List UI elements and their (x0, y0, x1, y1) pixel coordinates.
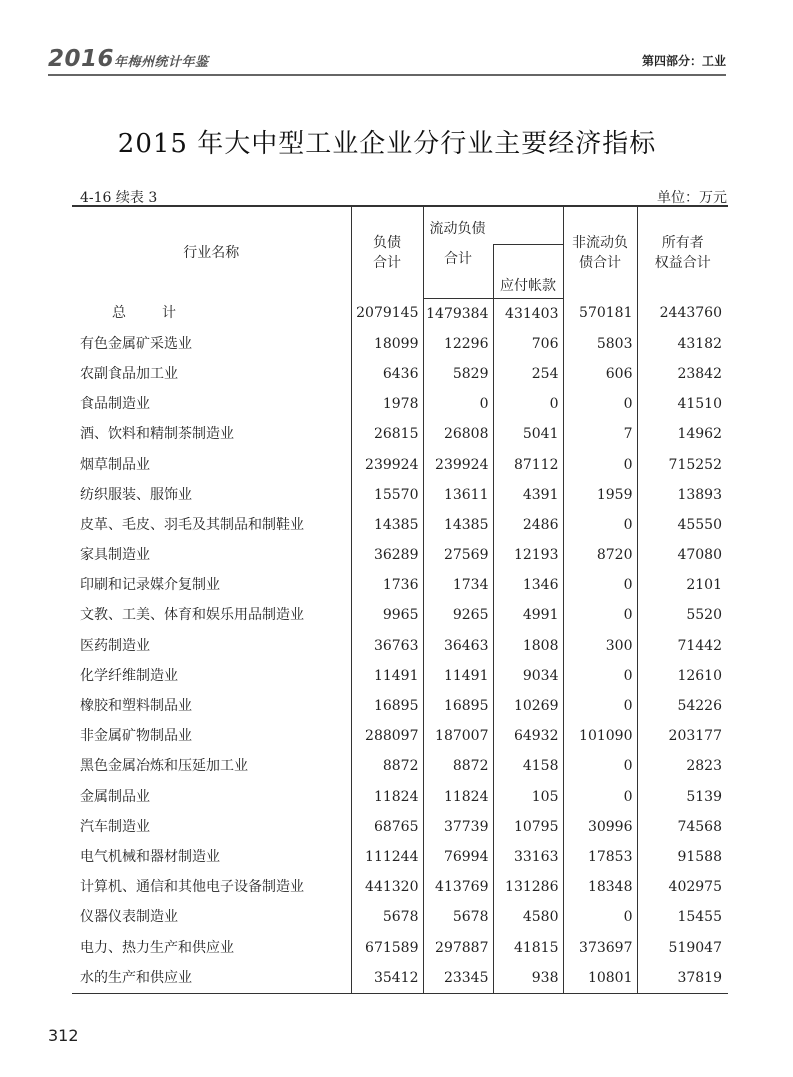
owners-equity-cell: 74568 (637, 812, 728, 842)
total-liabilities-cell: 26815 (351, 419, 423, 449)
current-liabilities-cell: 76994 (423, 842, 493, 872)
table-row (72, 902, 728, 932)
noncurrent-liabilities-cell: 101090 (563, 721, 637, 751)
total-liabilities-cell: 441320 (351, 872, 423, 902)
accounts-payable-cell: 2486 (493, 510, 563, 540)
owners-equity-cell: 37819 (637, 963, 728, 994)
accounts-payable-cell: 9034 (493, 661, 563, 691)
industry-name-cell: 化学纤维制造业 (80, 667, 178, 684)
table-row (72, 751, 728, 781)
total-liabilities-cell: 111244 (351, 842, 423, 872)
noncurrent-liabilities-cell: 606 (563, 359, 637, 389)
accounts-payable-cell: 1808 (493, 631, 563, 661)
industry-name-cell: 电力、热力生产和供应业 (80, 939, 234, 956)
total-row-label: 总 计 (112, 305, 176, 322)
table-row (72, 932, 728, 962)
noncurrent-liabilities-cell: 0 (563, 389, 637, 419)
owners-equity-cell: 15455 (637, 902, 728, 932)
owners-equity-cell: 519047 (637, 932, 728, 962)
accounts-payable-cell: 4580 (493, 902, 563, 932)
accounts-payable-cell: 33163 (493, 842, 563, 872)
current-liabilities-cell: 12296 (423, 329, 493, 359)
noncurrent-liabilities-cell: 300 (563, 631, 637, 661)
owners-equity-cell: 41510 (637, 389, 728, 419)
industry-name-cell: 黑色金属冶炼和压延加工业 (80, 758, 248, 775)
owners-equity-cell: 14962 (637, 419, 728, 449)
table-row (72, 721, 728, 751)
noncurrent-liabilities-cell: 8720 (563, 540, 637, 570)
total-liabilities-cell: 288097 (351, 721, 423, 751)
industry-name-cell: 金属制品业 (80, 788, 150, 805)
total-liabilities-cell: 11491 (351, 661, 423, 691)
owners-equity-cell: 402975 (637, 872, 728, 902)
current-liabilities-cell: 26808 (423, 419, 493, 449)
current-liabilities-cell: 5678 (423, 902, 493, 932)
owners-equity-cell: 45550 (637, 510, 728, 540)
current-liabilities-cell: 13611 (423, 480, 493, 510)
total-liabilities-cell: 239924 (351, 449, 423, 479)
current-liabilities-cell: 0 (423, 389, 493, 419)
total-liabilities-cell: 9965 (351, 600, 423, 630)
current-liabilities-cell: 187007 (423, 721, 493, 751)
current-liabilities-cell: 297887 (423, 932, 493, 962)
table-row (72, 449, 728, 479)
table-body (72, 298, 728, 993)
accounts-payable-cell: 4391 (493, 480, 563, 510)
unit-label: 单位：万元 (657, 190, 727, 206)
table-row (72, 782, 728, 812)
owners-equity-cell: 203177 (637, 721, 728, 751)
accounts-payable-cell: 105 (493, 782, 563, 812)
table-row (72, 963, 728, 994)
part-label: 第四部分：工业 (641, 54, 726, 68)
total-liabilities-cell: 35412 (351, 963, 423, 994)
total-liabilities-cell: 18099 (351, 329, 423, 359)
accounts-payable-cell: 10269 (493, 691, 563, 721)
table-row (72, 842, 728, 872)
current-liabilities-cell: 16895 (423, 691, 493, 721)
current-liabilities-cell: 14385 (423, 510, 493, 540)
current-liabilities-cell: 9265 (423, 600, 493, 630)
total-liabilities-cell: 1978 (351, 389, 423, 419)
noncurrent-liabilities-cell: 0 (563, 691, 637, 721)
accounts-payable-cell: 938 (493, 963, 563, 994)
yearbook-name: 年梅州统计年鉴 (114, 55, 209, 70)
noncurrent-liabilities-cell: 7 (563, 419, 637, 449)
table-row (72, 510, 728, 540)
accounts-payable-cell: 5041 (493, 419, 563, 449)
table-row (72, 631, 728, 661)
owners-equity-cell: 2101 (637, 570, 728, 600)
total-row (72, 298, 728, 329)
yearbook-year: 2016 (48, 46, 115, 72)
accounts-payable-cell: 12193 (493, 540, 563, 570)
accounts-payable-cell: 706 (493, 329, 563, 359)
industry-name-cell: 酒、饮料和精制茶制造业 (80, 426, 234, 443)
header-industry: 行业名称 (183, 244, 240, 261)
industry-name-cell: 汽车制造业 (80, 818, 150, 835)
industry-name-cell: 纺织服装、服饰业 (80, 486, 192, 503)
accounts-payable-cell: 1346 (493, 570, 563, 600)
current-liabilities-cell: 8872 (423, 751, 493, 781)
owners-equity-cell: 13893 (637, 480, 728, 510)
total-liabilities-cell: 16895 (351, 691, 423, 721)
table-row (72, 872, 728, 902)
header-current-liabilities-group: 流动负债 (423, 206, 563, 245)
total-liabilities-cell: 8872 (351, 751, 423, 781)
total-liabilities-cell: 15570 (351, 480, 423, 510)
owners-equity-cell: 54226 (637, 691, 728, 721)
noncurrent-liabilities-cell: 373697 (563, 932, 637, 962)
accounts-payable-cell: 254 (493, 359, 563, 389)
current-liabilities-cell: 1479384 (423, 298, 493, 329)
header-owners-equity: 所有者 权益合计 (637, 206, 728, 298)
accounts-payable-cell: 41815 (493, 932, 563, 962)
total-liabilities-cell: 36763 (351, 631, 423, 661)
industry-name-cell: 仪器仪表制造业 (80, 909, 178, 926)
current-liabilities-cell: 1734 (423, 570, 493, 600)
accounts-payable-cell: 64932 (493, 721, 563, 751)
table-row (72, 812, 728, 842)
industry-name-cell: 烟草制品业 (80, 456, 150, 473)
total-liabilities-cell: 68765 (351, 812, 423, 842)
industry-name-cell: 印刷和记录媒介复制业 (80, 577, 220, 594)
noncurrent-liabilities-cell: 0 (563, 902, 637, 932)
total-liabilities-cell: 36289 (351, 540, 423, 570)
industry-name-cell: 有色金属矿采选业 (80, 335, 192, 352)
table-row (72, 600, 728, 630)
noncurrent-liabilities-cell: 0 (563, 600, 637, 630)
page-header (48, 48, 726, 72)
total-liabilities-cell: 6436 (351, 359, 423, 389)
total-liabilities-cell: 671589 (351, 932, 423, 962)
industry-name-cell: 农副食品加工业 (80, 365, 178, 382)
accounts-payable-cell: 10795 (493, 812, 563, 842)
accounts-payable-cell: 4158 (493, 751, 563, 781)
indicator-table (72, 205, 728, 994)
current-liabilities-cell: 36463 (423, 631, 493, 661)
yearbook-logo (48, 48, 209, 74)
noncurrent-liabilities-cell: 0 (563, 751, 637, 781)
industry-name-cell: 皮革、毛皮、羽毛及其制品和制鞋业 (80, 516, 304, 533)
owners-equity-cell: 12610 (637, 661, 728, 691)
owners-equity-cell: 43182 (637, 329, 728, 359)
header-total-liabilities: 负债 合计 (351, 206, 423, 298)
total-liabilities-cell: 1736 (351, 570, 423, 600)
accounts-payable-cell: 131286 (493, 872, 563, 902)
table-row (72, 570, 728, 600)
header-noncurrent-liabilities: 非流动负 债合计 (563, 206, 637, 298)
accounts-payable-cell: 431403 (493, 298, 563, 329)
owners-equity-cell: 23842 (637, 359, 728, 389)
table-row (72, 389, 728, 419)
owners-equity-cell: 47080 (637, 540, 728, 570)
noncurrent-liabilities-cell: 10801 (563, 963, 637, 994)
table-row (72, 359, 728, 389)
header-accounts-payable: 应付帐款 (493, 245, 563, 299)
accounts-payable-cell: 4991 (493, 600, 563, 630)
noncurrent-liabilities-cell: 0 (563, 449, 637, 479)
noncurrent-liabilities-cell: 0 (563, 510, 637, 540)
table-row (72, 540, 728, 570)
industry-name-cell: 计算机、通信和其他电子设备制造业 (80, 879, 304, 896)
owners-equity-cell: 2823 (637, 751, 728, 781)
current-liabilities-cell: 37739 (423, 812, 493, 842)
current-liabilities-cell: 239924 (423, 449, 493, 479)
current-liabilities-cell: 5829 (423, 359, 493, 389)
industry-name-cell: 医药制造业 (80, 637, 150, 654)
noncurrent-liabilities-cell: 0 (563, 661, 637, 691)
header-current-liabilities-total: 合计 (423, 245, 493, 299)
table-header (72, 206, 728, 298)
industry-name-cell: 食品制造业 (80, 396, 150, 413)
industry-name-cell: 电气机械和器材制造业 (80, 848, 220, 865)
accounts-payable-cell: 87112 (493, 449, 563, 479)
noncurrent-liabilities-cell: 570181 (563, 298, 637, 329)
owners-equity-cell: 5520 (637, 600, 728, 630)
noncurrent-liabilities-cell: 18348 (563, 872, 637, 902)
owners-equity-cell: 715252 (637, 449, 728, 479)
owners-equity-cell: 2443760 (637, 298, 728, 329)
industry-name-cell: 非金属矿物制品业 (80, 728, 192, 745)
total-liabilities-cell: 2079145 (351, 298, 423, 329)
owners-equity-cell: 71442 (637, 631, 728, 661)
current-liabilities-cell: 27569 (423, 540, 493, 570)
page-title: 2015 年大中型工业企业分行业主要经济指标 (117, 129, 657, 159)
current-liabilities-cell: 413769 (423, 872, 493, 902)
table-row (72, 419, 728, 449)
table-id: 4-16 续表 3 (80, 190, 158, 206)
noncurrent-liabilities-cell: 17853 (563, 842, 637, 872)
noncurrent-liabilities-cell: 0 (563, 570, 637, 600)
total-liabilities-cell: 11824 (351, 782, 423, 812)
table-row (72, 661, 728, 691)
current-liabilities-cell: 23345 (423, 963, 493, 994)
table-row (72, 329, 728, 359)
owners-equity-cell: 91588 (637, 842, 728, 872)
current-liabilities-cell: 11491 (423, 661, 493, 691)
total-liabilities-cell: 5678 (351, 902, 423, 932)
table-row (72, 480, 728, 510)
industry-name-cell: 水的生产和供应业 (72, 963, 351, 994)
page-number: 312 (48, 1026, 79, 1045)
accounts-payable-cell: 0 (493, 389, 563, 419)
industry-name-cell: 家具制造业 (80, 547, 150, 564)
current-liabilities-cell: 11824 (423, 782, 493, 812)
owners-equity-cell: 5139 (637, 782, 728, 812)
total-liabilities-cell: 14385 (351, 510, 423, 540)
noncurrent-liabilities-cell: 30996 (563, 812, 637, 842)
header-rule (48, 74, 726, 76)
noncurrent-liabilities-cell: 1959 (563, 480, 637, 510)
industry-name-cell: 文教、工美、体育和娱乐用品制造业 (80, 607, 304, 624)
table-row (72, 691, 728, 721)
industry-name-cell: 橡胶和塑料制品业 (80, 698, 192, 715)
noncurrent-liabilities-cell: 0 (563, 782, 637, 812)
noncurrent-liabilities-cell: 5803 (563, 329, 637, 359)
